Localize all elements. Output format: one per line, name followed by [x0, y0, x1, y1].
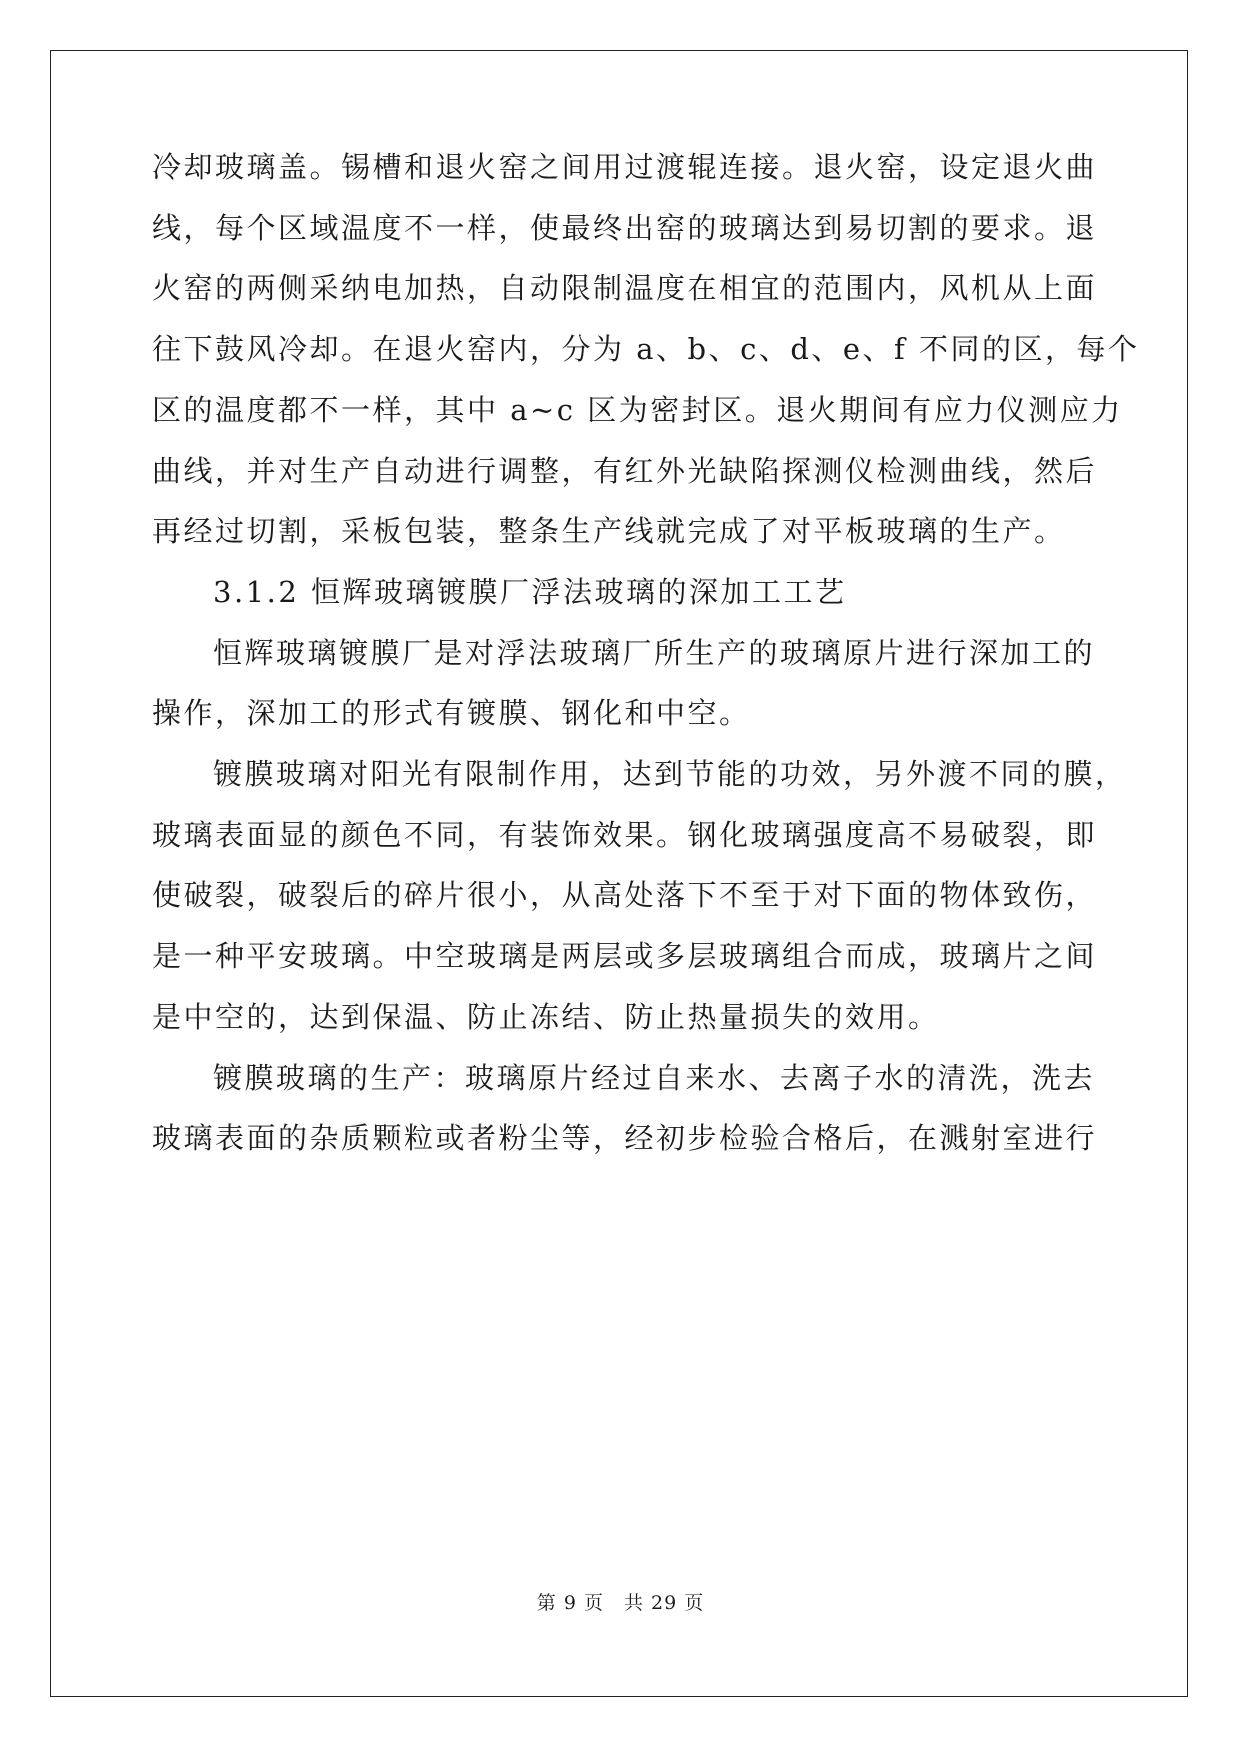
body-line: 往下鼓风冷却。在退火窑内，分为 a、b、c、d、e、f 不同的区，每个 — [152, 332, 1140, 366]
body-line: 线，每个区域温度不一样，使最终出窑的玻璃达到易切割的要求。退 — [152, 211, 1098, 245]
body-line: 曲线，并对生产自动进行调整，有红外光缺陷探测仪检测曲线，然后 — [152, 454, 1098, 488]
body-line: 镀膜玻璃对阳光有限制作用，达到节能的功效，另外渡不同的膜， — [213, 757, 1127, 791]
body-line: 是中空的，达到保温、防止冻结、防止热量损失的效用。 — [152, 1000, 940, 1034]
body-line: 操作，深加工的形式有镀膜、钢化和中空。 — [152, 696, 751, 730]
body-line: 使破裂，破裂后的碎片很小，从高处落下不至于对下面的物体致伤， — [152, 878, 1098, 912]
body-line: 玻璃表面显的颜色不同，有装饰效果。钢化玻璃强度高不易破裂，即 — [152, 818, 1098, 852]
body-line: 区的温度都不一样，其中 a~c 区为密封区。退火期间有应力仪测应力 — [152, 393, 1123, 427]
body-line: 镀膜玻璃的生产：玻璃原片经过自来水、去离子水的清洗，洗去 — [213, 1061, 1096, 1095]
section-heading: 3.1.2 恒辉玻璃镀膜厂浮法玻璃的深加工工艺 — [213, 575, 847, 609]
body-line: 玻璃表面的杂质颗粒或者粉尘等，经初步检验合格后，在溅射室进行 — [152, 1121, 1098, 1155]
body-line: 是一种平安玻璃。中空玻璃是两层或多层玻璃组合而成，玻璃片之间 — [152, 939, 1098, 973]
page-number-footer: 第 9 页 共 29 页 — [536, 1592, 705, 1614]
body-line: 再经过切割，采板包装，整条生产线就完成了对平板玻璃的生产。 — [152, 514, 1066, 548]
body-line: 火窑的两侧采纳电加热，自动限制温度在相宜的范围内，风机从上面 — [152, 271, 1098, 305]
body-line: 恒辉玻璃镀膜厂是对浮法玻璃厂所生产的玻璃原片进行深加工的 — [213, 636, 1096, 670]
body-line: 冷却玻璃盖。锡槽和退火窑之间用过渡辊连接。退火窑，设定退火曲 — [152, 150, 1098, 184]
